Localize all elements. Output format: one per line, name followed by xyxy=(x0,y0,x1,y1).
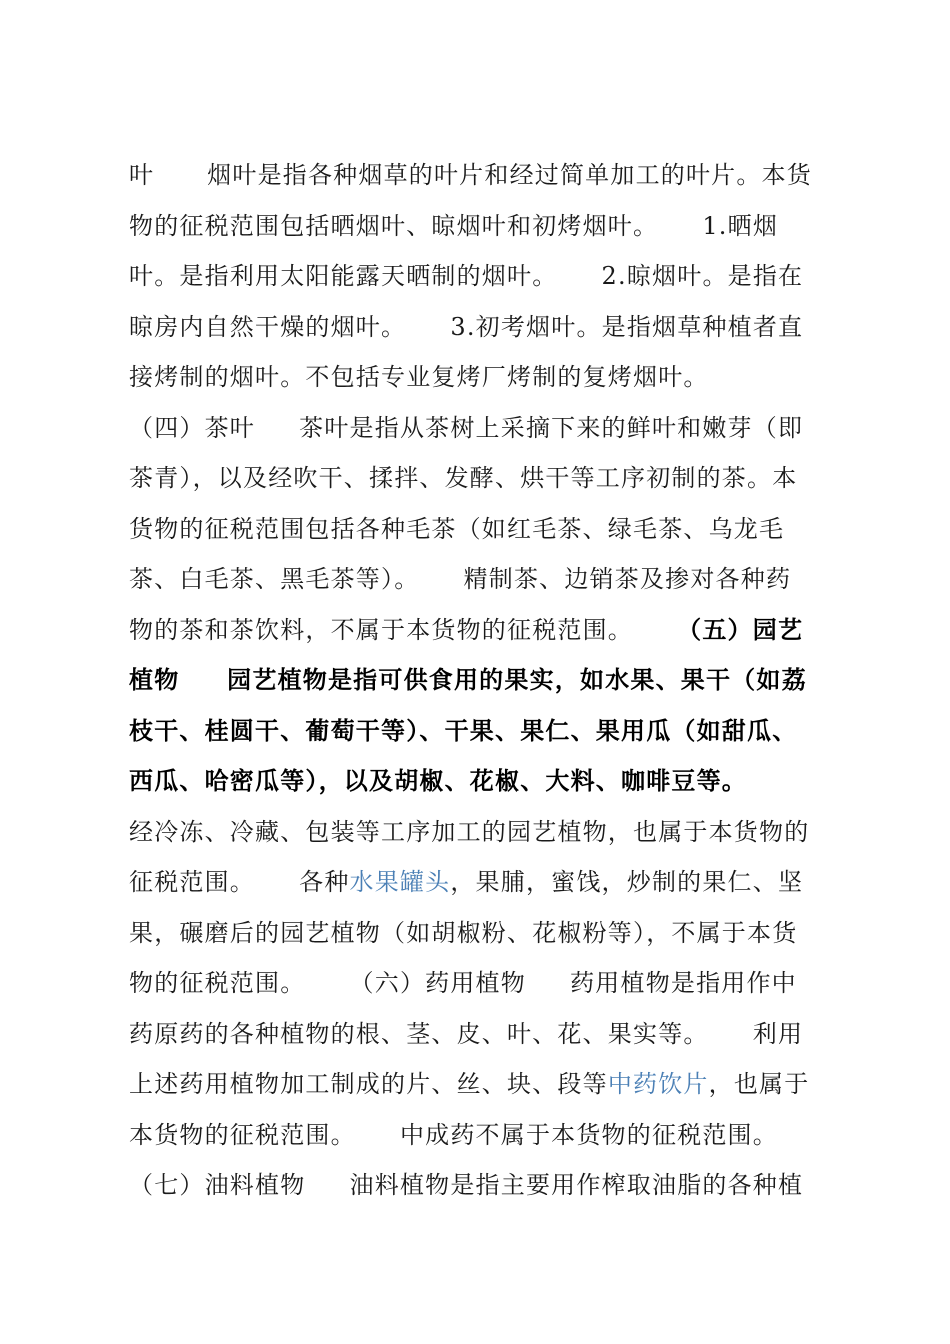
text-line xyxy=(129,1059,819,1110)
text-line xyxy=(129,706,819,757)
text-line xyxy=(129,554,819,605)
body-text: 物的茶和茶饮料，不属于本货物的征税范围。 xyxy=(129,615,678,644)
body-text: ，也属于 xyxy=(708,1070,810,1098)
text-line xyxy=(129,453,819,504)
text-line xyxy=(129,1160,819,1211)
text-line xyxy=(129,403,819,454)
body-text: 物的征税范围。 （六）药用植物 药用植物是指用作中 xyxy=(129,969,797,997)
text-line xyxy=(129,605,819,656)
text-line xyxy=(129,504,819,555)
bold-text: （五）园艺 xyxy=(677,614,804,644)
body-text: ，果脯，蜜饯，炒制的果仁、坚 xyxy=(450,868,804,896)
text-line xyxy=(129,150,819,201)
text-line xyxy=(129,1009,819,1060)
text-line xyxy=(129,807,819,858)
text-line xyxy=(129,1110,819,1161)
bold-text: 西瓜、哈密瓜等），以及胡椒、花椒、大料、咖啡豆等。 xyxy=(129,766,747,795)
body-text: 晾房内自然干燥的烟叶。 3.初考烟叶。是指烟草种植者直 xyxy=(129,312,804,341)
hyperlink[interactable]: 中药饮片 xyxy=(607,1070,709,1098)
body-text: 接烤制的烟叶。不包括专业复烤厂烤制的复烤烟叶。 xyxy=(129,363,709,391)
text-line xyxy=(129,857,819,908)
body-text: 经冷冻、冷藏、包装等工序加工的园艺植物，也属于本货物的 xyxy=(129,817,810,846)
bold-text: 枝干、桂圆干、葡萄干等）、干果、果仁、果用瓜（如甜瓜、 xyxy=(129,715,798,745)
body-text: 货物的征税范围包括各种毛茶（如红毛茶、绿毛茶、乌龙毛 xyxy=(129,514,785,543)
text-line xyxy=(129,756,819,807)
body-text: 征税范围。 各种 xyxy=(129,868,350,896)
body-text: 茶、白毛茶、黑毛茶等）。 精制茶、边销茶及掺对各种药 xyxy=(129,565,792,593)
body-text: （七）油料植物 油料植物是指主要用作榨取油脂的各种植 xyxy=(129,1171,804,1199)
body-text: 果，碾磨后的园艺植物（如胡椒粉、花椒粉等），不属于本货 xyxy=(129,918,798,947)
body-text: 物的征税范围包括晒烟叶、晾烟叶和初烤烟叶。 1.晒烟 xyxy=(129,211,779,240)
body-text: 上述药用植物加工制成的片、丝、块、段等 xyxy=(129,1070,608,1098)
body-text: 叶 烟叶是指各种烟草的叶片和经过简单加工的叶片。本货 xyxy=(129,161,812,189)
body-text: （四）茶叶 茶叶是指从茶树上采摘下来的鲜叶和嫩芽（即 xyxy=(129,413,804,442)
text-line xyxy=(129,655,819,706)
text-line xyxy=(129,201,819,252)
text-line xyxy=(129,958,819,1009)
text-line xyxy=(129,251,819,302)
body-text: 茶青），以及经吹干、揉拌、发酵、烘干等工序初制的茶。本 xyxy=(129,464,798,492)
document-body xyxy=(129,150,819,1211)
body-text: 本货物的征税范围。 中成药不属于本货物的征税范围。 xyxy=(129,1120,778,1149)
hyperlink[interactable]: 水果罐头 xyxy=(349,868,451,896)
text-line xyxy=(129,908,819,959)
bold-text: 植物 园艺植物是指可供食用的果实，如水果、果干（如荔 xyxy=(129,665,807,694)
text-line xyxy=(129,352,819,403)
body-text: 叶。是指利用太阳能露天晒制的烟叶。 2.晾烟叶。是指在 xyxy=(129,262,804,290)
text-line xyxy=(129,302,819,353)
body-text: 药原药的各种植物的根、茎、皮、叶、花、果实等。 利用 xyxy=(129,1019,804,1048)
